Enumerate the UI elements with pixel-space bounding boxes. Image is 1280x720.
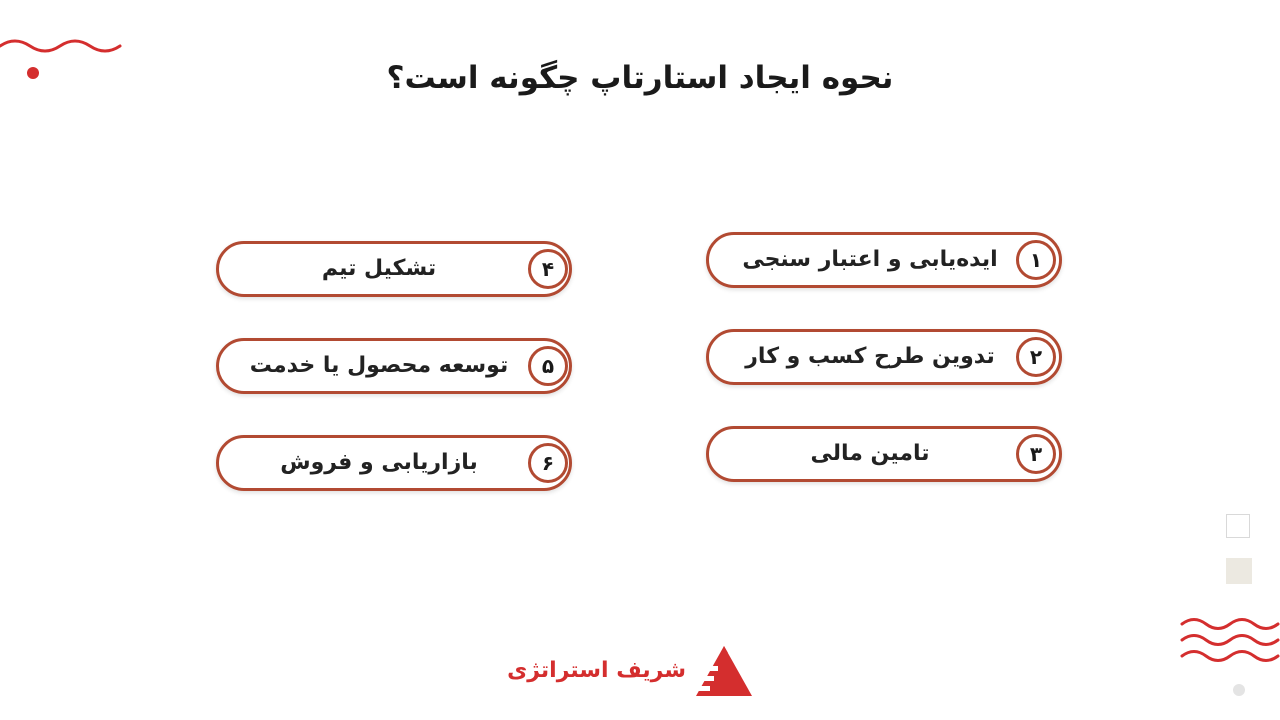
step-number-5: ۵	[528, 346, 568, 386]
step-number-2: ۲	[1016, 337, 1056, 377]
step-label-4: تشکیل تیم	[321, 256, 437, 281]
triangle-logo-icon	[694, 644, 754, 698]
brand-name: شریف استراتژی	[507, 658, 686, 683]
brand-logo-group	[507, 644, 756, 700]
outline-square-decoration	[1226, 514, 1250, 538]
step-number-6: ۶	[528, 443, 568, 483]
bottom-right-wave-decoration	[1176, 612, 1280, 670]
step-3	[706, 426, 1062, 482]
step-label-2: تدوین طرح کسب و کار	[745, 344, 995, 369]
grey-dot-decoration	[1233, 684, 1245, 696]
step-label-1: ایده‌یابی و اعتبار سنجی	[742, 247, 998, 272]
step-4	[216, 241, 572, 297]
step-number-1: ۱	[1016, 240, 1056, 280]
step-number-3: ۳	[1016, 434, 1056, 474]
step-2	[706, 329, 1062, 385]
page-title: نحوه ایجاد استارتاپ چگونه است؟	[386, 60, 894, 96]
filled-square-decoration	[1226, 558, 1252, 584]
step-label-5: توسعه محصول یا خدمت	[249, 353, 509, 378]
step-label-3: تامین مالی	[810, 441, 930, 466]
step-6	[216, 435, 572, 491]
step-5	[216, 338, 572, 394]
step-label-6: بازاریابی و فروش	[280, 450, 478, 475]
step-number-4: ۴	[528, 249, 568, 289]
step-1	[706, 232, 1062, 288]
